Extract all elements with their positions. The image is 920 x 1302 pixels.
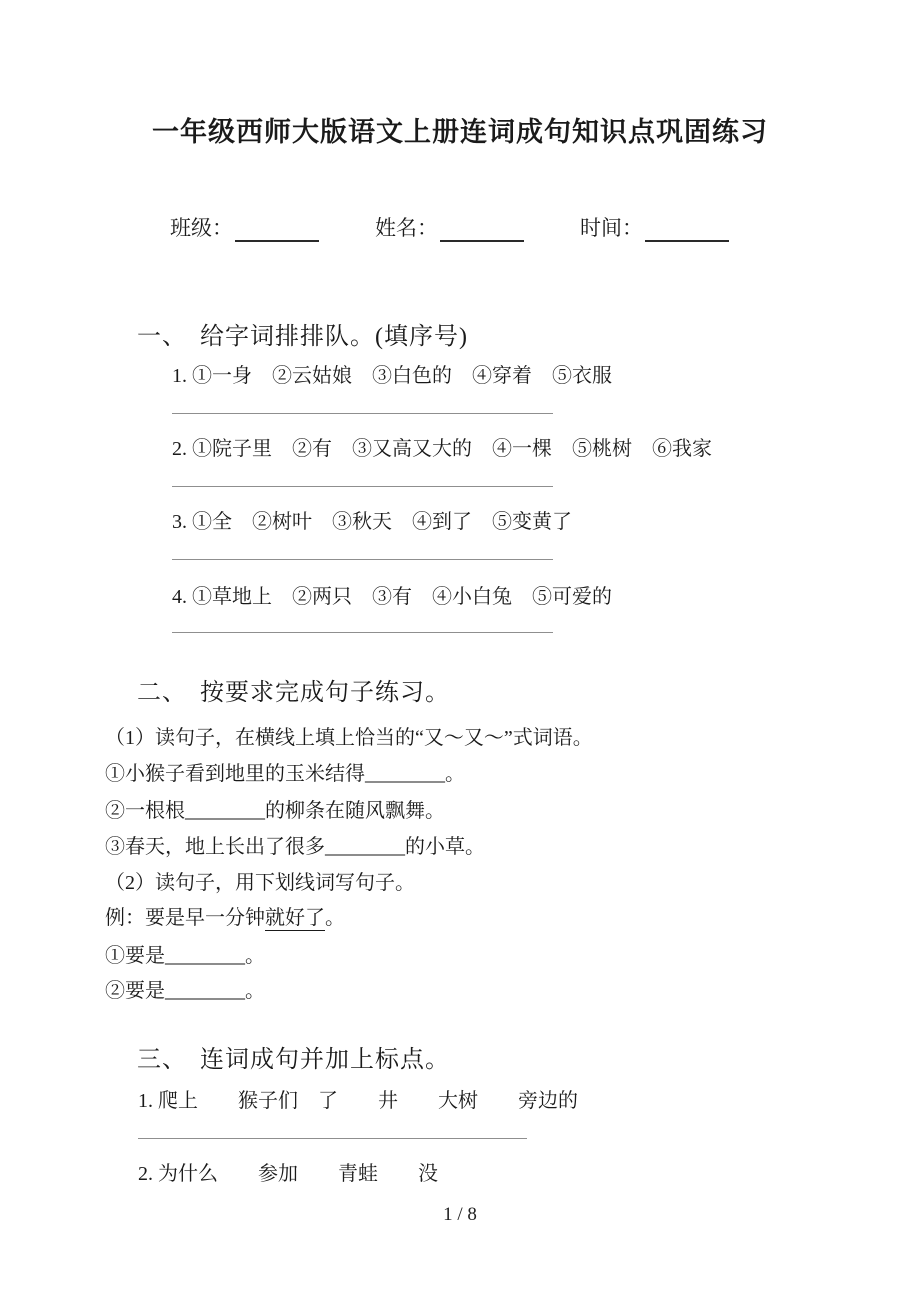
name-field — [375, 212, 524, 242]
example-underlined-word: 就好了 — [265, 907, 325, 929]
name-blank-line — [440, 219, 524, 242]
section3-heading: 三、 连词成句并加上标点。 — [137, 1047, 450, 1073]
info-row — [170, 212, 729, 242]
section2-sub2-item-1: ①要是________。 — [105, 945, 265, 967]
section2-subheading-1: （1）读句子，在横线上填上恰当的“又～又～”式词语。 — [105, 727, 593, 749]
section2-sub1-item-2: ②一根根________的柳条在随风飘舞。 — [105, 800, 445, 822]
example-prefix: 例：要是早一分钟 — [105, 907, 265, 929]
answer-line — [138, 1124, 527, 1139]
class-label: 班级： — [170, 216, 233, 240]
class-blank-line — [235, 219, 319, 242]
section2-sub1-item-3: ③春天，地上长出了很多________的小草。 — [105, 836, 485, 858]
section2-sub2-item-2: ②要是________。 — [105, 980, 265, 1002]
answer-line — [172, 399, 553, 414]
section3-item-2: 2. 为什么 参加 青蛙 没 — [138, 1163, 438, 1185]
time-label: 时间： — [580, 216, 643, 240]
section1-item-2: 2. ①院子里 ②有 ③又高又大的 ④一棵 ⑤桃树 ⑥我家 — [172, 438, 712, 460]
example-suffix: 。 — [325, 907, 345, 929]
page-number: 1 / 8 — [443, 1204, 477, 1225]
section1-item-3: 3. ①全 ②树叶 ③秋天 ④到了 ⑤变黄了 — [172, 511, 572, 533]
answer-line — [172, 545, 553, 560]
time-field — [580, 212, 729, 242]
time-blank-line — [645, 219, 729, 242]
section2-example — [105, 901, 345, 930]
class-field — [170, 212, 319, 242]
name-label: 姓名： — [375, 216, 438, 240]
section2-sub1-item-1: ①小猴子看到地里的玉米结得________。 — [105, 763, 465, 785]
section1-item-4: 4. ①草地上 ②两只 ③有 ④小白兔 ⑤可爱的 — [172, 586, 612, 608]
answer-line — [172, 472, 553, 487]
section3-item-1: 1. 爬上 猴子们 了 井 大树 旁边的 — [138, 1090, 578, 1112]
section2-heading: 二、 按要求完成句子练习。 — [137, 680, 450, 706]
section1-item-1: 1. ①一身 ②云姑娘 ③白色的 ④穿着 ⑤衣服 — [172, 365, 612, 387]
section2-subheading-2: （2）读句子，用下划线词写句子。 — [105, 872, 415, 894]
answer-line — [172, 618, 553, 633]
page-title: 一年级西师大版语文上册连词成句知识点巩固练习 — [152, 117, 768, 147]
section1-heading: 一、 给字词排排队。(填序号) — [137, 324, 468, 350]
